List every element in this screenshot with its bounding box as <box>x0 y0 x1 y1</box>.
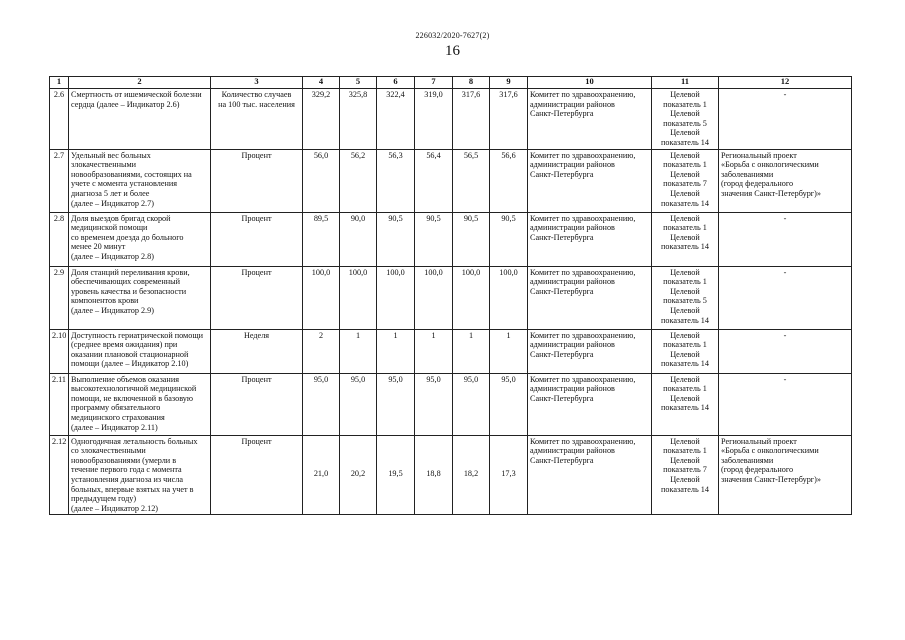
year-value: 95,0 <box>453 373 490 435</box>
responsible-executor <box>528 149 652 212</box>
year-value: 18,8 <box>415 435 453 515</box>
regional-project <box>719 435 852 515</box>
executor-line: Комитет по здравоохранению, <box>530 213 636 223</box>
column-header-10: 10 <box>528 77 652 89</box>
executor-line: Комитет по здравоохранению, <box>530 267 636 277</box>
column-header-11: 11 <box>652 77 719 89</box>
indicator-name-line: Выполнение объемов оказания <box>71 374 179 384</box>
year-value: 95,0 <box>415 373 453 435</box>
indicator-name-line: Удельный вес больных <box>71 150 151 160</box>
column-header-6: 6 <box>377 77 415 89</box>
indicator-name-line: (среднее время ожидания) при <box>71 340 178 350</box>
project-line: (город федерального <box>721 179 794 189</box>
year-value: 329,2 <box>303 89 340 150</box>
executor-line: администрации районов <box>530 384 615 394</box>
column-header-3: 3 <box>211 77 303 89</box>
target-indicators <box>652 212 719 266</box>
unit-line: Процент <box>241 150 272 160</box>
year-value: 1 <box>490 329 528 373</box>
target-line: показатель 14 <box>661 359 709 369</box>
year-value: 19,5 <box>377 435 415 515</box>
indicator-name-line: диагноза 5 лет и более <box>71 188 150 198</box>
responsible-executor <box>528 373 652 435</box>
responsible-executor <box>528 435 652 515</box>
executor-line: Комитет по здравоохранению, <box>530 374 636 384</box>
target-line: показатель 1 <box>663 446 707 456</box>
target-line: Целевой <box>670 349 700 359</box>
year-value: 100,0 <box>490 266 528 329</box>
project-line: Региональный проект <box>721 150 797 160</box>
table-row <box>50 373 852 435</box>
year-value: 100,0 <box>340 266 377 329</box>
year-value: 1 <box>377 329 415 373</box>
year-value: 100,0 <box>415 266 453 329</box>
indicator-name <box>69 266 211 329</box>
year-value: 18,2 <box>453 435 490 515</box>
table-row <box>50 149 852 212</box>
year-value: 56,3 <box>377 149 415 212</box>
indicator-name-line: со временем доезда до больного <box>71 232 184 242</box>
page-number: 16 <box>445 43 460 59</box>
year-value: 322,4 <box>377 89 415 150</box>
table-row <box>50 435 852 515</box>
executor-line: Комитет по здравоохранению, <box>530 330 636 340</box>
executor-line: Санкт-Петербурга <box>530 393 594 403</box>
table-header-row <box>50 77 852 89</box>
target-line: показатель 1 <box>663 223 707 233</box>
target-indicators <box>652 373 719 435</box>
column-header-7: 7 <box>415 77 453 89</box>
target-line: Целевой <box>670 455 700 465</box>
table-row <box>50 266 852 329</box>
unit-line: Процент <box>241 267 272 277</box>
executor-line: Санкт-Петербурга <box>530 232 594 242</box>
target-line: Целевой <box>670 393 700 403</box>
executor-line: администрации районов <box>530 223 615 233</box>
indicator-name-line: Одногодичная летальность больных <box>71 436 198 446</box>
year-value: 100,0 <box>453 266 490 329</box>
target-indicators <box>652 89 719 150</box>
unit-line: на 100 тыс. населения <box>218 99 295 109</box>
indicator-name <box>69 435 211 515</box>
executor-line: Комитет по здравоохранению, <box>530 90 636 99</box>
indicator-name-line: злокачественными <box>71 160 137 170</box>
year-value: 95,0 <box>303 373 340 435</box>
indicator-name <box>69 149 211 212</box>
year-value: 90,0 <box>340 212 377 266</box>
target-line: Целевой <box>670 150 700 160</box>
target-line: Целевой <box>670 436 700 446</box>
indicator-name-line: компонентов крови <box>71 296 139 306</box>
project-line: значения Санкт-Петербург)» <box>721 474 821 484</box>
regional-project <box>719 149 852 212</box>
target-line: показатель 7 <box>663 179 707 189</box>
year-value: 1 <box>453 329 490 373</box>
indicator-name-line: предыдущем году) <box>71 494 137 504</box>
indicator-name-line: обеспечивающих современный <box>71 277 181 287</box>
indicator-name-line: (далее – Индикатор 2.11) <box>71 422 158 432</box>
unit-of-measure <box>211 435 303 515</box>
project-line: (город федерального <box>721 465 794 475</box>
row-number: 2.10 <box>50 329 69 373</box>
unit-of-measure <box>211 149 303 212</box>
regional-project <box>719 266 852 329</box>
executor-line: администрации районов <box>530 99 615 109</box>
table-row <box>50 212 852 266</box>
unit-line: Количество случаев <box>221 90 292 99</box>
indicator-name-line: больных, впервые взятых на учет в <box>71 484 194 494</box>
target-indicators <box>652 149 719 212</box>
indicator-name-line: программу обязательного <box>71 403 161 413</box>
indicator-name-line: высокотехнологичной медицинской <box>71 384 197 394</box>
project-line: заболеваниями <box>721 169 774 179</box>
year-value: 56,5 <box>453 149 490 212</box>
row-number: 2.11 <box>50 373 69 435</box>
executor-line: Комитет по здравоохранению, <box>530 436 636 446</box>
target-line: Целевой <box>670 213 700 223</box>
row-number: 2.9 <box>50 266 69 329</box>
year-value: 21,0 <box>303 435 340 515</box>
year-value: 317,6 <box>490 89 528 150</box>
executor-line: Санкт-Петербурга <box>530 286 594 296</box>
row-number: 2.12 <box>50 435 69 515</box>
target-indicators <box>652 435 719 515</box>
target-line: Целевой <box>670 128 700 138</box>
target-line: показатель 1 <box>663 340 707 350</box>
target-indicators <box>652 266 719 329</box>
indicator-name-line: сердца (далее – Индикатор 2.6) <box>71 99 180 109</box>
responsible-executor <box>528 329 652 373</box>
indicator-name-line: течение первого года с момента <box>71 465 182 475</box>
regional-project <box>719 89 852 150</box>
year-value: 20,2 <box>340 435 377 515</box>
table-row <box>50 329 852 373</box>
target-line: показатель 14 <box>661 315 709 325</box>
executor-line: Санкт-Петербурга <box>530 109 594 119</box>
column-header-2: 2 <box>69 77 211 89</box>
regional-project <box>719 373 852 435</box>
responsible-executor <box>528 212 652 266</box>
target-line: Целевой <box>670 267 700 277</box>
year-value: 56,2 <box>340 149 377 212</box>
target-line: показатель 7 <box>663 465 707 475</box>
unit-of-measure <box>211 89 303 150</box>
indicator-name-line: новообразованиями (умерли в <box>71 455 177 465</box>
target-line: Целевой <box>670 330 700 340</box>
unit-of-measure <box>211 373 303 435</box>
table-row <box>50 89 852 150</box>
project-line: - <box>783 90 787 99</box>
unit-line: Процент <box>241 374 272 384</box>
regional-project <box>719 329 852 373</box>
indicator-name <box>69 329 211 373</box>
document-number: 226032/2020-7627(2) <box>415 31 490 40</box>
target-line: Целевой <box>670 188 700 198</box>
row-number: 2.8 <box>50 212 69 266</box>
column-header-1: 1 <box>50 77 69 89</box>
target-line: показатель 14 <box>661 242 709 252</box>
target-line: показатель 14 <box>661 198 709 208</box>
column-header-4: 4 <box>303 77 340 89</box>
executor-line: администрации районов <box>530 340 615 350</box>
target-line: показатель 5 <box>663 296 707 306</box>
indicator-name <box>69 212 211 266</box>
target-line: Целевой <box>670 286 700 296</box>
year-value: 1 <box>415 329 453 373</box>
target-line: показатель 14 <box>661 484 709 494</box>
unit-line: Неделя <box>243 330 270 340</box>
target-line: показатель 14 <box>661 403 709 413</box>
executor-line: администрации районов <box>530 277 615 287</box>
column-header-9: 9 <box>490 77 528 89</box>
column-header-5: 5 <box>340 77 377 89</box>
target-line: показатель 5 <box>663 118 707 128</box>
year-value: 95,0 <box>490 373 528 435</box>
indicator-name-line: Смертность от ишемической болезни <box>71 90 202 99</box>
indicator-name-line: помощи, не включенной в базовую <box>71 393 193 403</box>
indicator-name-line: Доля выездов бригад скорой <box>71 213 171 223</box>
executor-line: Санкт-Петербурга <box>530 169 594 179</box>
indicator-name-line: (далее – Индикатор 2.7) <box>71 198 154 208</box>
indicator-name-line: оказании плановой стационарной <box>71 349 189 359</box>
project-line: - <box>783 213 787 223</box>
target-line: показатель 1 <box>663 384 707 394</box>
year-value: 17,3 <box>490 435 528 515</box>
year-value: 1 <box>340 329 377 373</box>
year-value: 95,0 <box>377 373 415 435</box>
row-number: 2.6 <box>50 89 69 150</box>
target-indicators <box>652 329 719 373</box>
indicator-name-line: установления диагноза из числа <box>71 474 184 484</box>
year-value: 90,5 <box>490 212 528 266</box>
target-line: показатель 14 <box>661 137 709 147</box>
project-line: «Борьба с онкологическими <box>721 446 819 456</box>
year-value: 56,4 <box>415 149 453 212</box>
indicator-name-line: менее 20 минут <box>71 242 126 252</box>
year-value: 100,0 <box>303 266 340 329</box>
row-number: 2.7 <box>50 149 69 212</box>
column-header-8: 8 <box>453 77 490 89</box>
target-line: Целевой <box>670 305 700 315</box>
executor-line: Комитет по здравоохранению, <box>530 150 636 160</box>
target-line: Целевой <box>670 374 700 384</box>
year-value: 319,0 <box>415 89 453 150</box>
indicator-name-line: Доступность гериатрической помощи <box>71 330 204 340</box>
indicator-name-line: (далее – Индикатор 2.9) <box>71 305 154 315</box>
indicator-name-line: со злокачественными <box>71 446 146 456</box>
executor-line: Санкт-Петербурга <box>530 349 594 359</box>
regional-project <box>719 212 852 266</box>
indicator-name-line: (далее – Индикатор 2.8) <box>71 251 154 261</box>
indicator-name-line: уровень качества и безопасности <box>71 286 187 296</box>
indicator-name-line: новообразованиями, состоящих на <box>71 169 192 179</box>
year-value: 90,5 <box>453 212 490 266</box>
unit-of-measure <box>211 329 303 373</box>
indicator-name <box>69 373 211 435</box>
indicator-name-line: Доля станций переливания крови, <box>71 267 190 277</box>
target-line: показатель 1 <box>663 99 707 109</box>
year-value: 95,0 <box>340 373 377 435</box>
executor-line: администрации районов <box>530 446 615 456</box>
target-line: Целевой <box>670 109 700 119</box>
project-line: «Борьба с онкологическими <box>721 160 819 170</box>
executor-line: Санкт-Петербурга <box>530 455 594 465</box>
indicator-name-line: медицинской помощи <box>71 223 148 233</box>
year-value: 90,5 <box>377 212 415 266</box>
unit-line: Процент <box>241 213 272 223</box>
target-line: Целевой <box>670 474 700 484</box>
project-line: заболеваниями <box>721 455 774 465</box>
unit-line: Процент <box>241 436 272 446</box>
year-value: 2 <box>303 329 340 373</box>
unit-of-measure <box>211 266 303 329</box>
project-line: - <box>783 330 787 340</box>
indicator-name-line: медицинского страхования <box>71 412 165 422</box>
year-value: 89,5 <box>303 212 340 266</box>
indicator-name-line: учете с момента установления <box>71 179 177 189</box>
year-value: 56,6 <box>490 149 528 212</box>
executor-line: администрации районов <box>530 160 615 170</box>
target-line: Целевой <box>670 232 700 242</box>
unit-of-measure <box>211 212 303 266</box>
responsible-executor <box>528 89 652 150</box>
year-value: 325,8 <box>340 89 377 150</box>
indicators-table <box>49 76 852 515</box>
year-value: 317,6 <box>453 89 490 150</box>
indicator-name-line: помощи (далее – Индикатор 2.10) <box>71 359 189 369</box>
project-line: - <box>783 374 787 384</box>
year-value: 56,0 <box>303 149 340 212</box>
target-line: Целевой <box>670 169 700 179</box>
year-value: 90,5 <box>415 212 453 266</box>
indicator-name <box>69 89 211 150</box>
year-value: 100,0 <box>377 266 415 329</box>
project-line: значения Санкт-Петербург)» <box>721 188 821 198</box>
project-line: - <box>783 267 787 277</box>
target-line: показатель 1 <box>663 160 707 170</box>
project-line: Региональный проект <box>721 436 797 446</box>
column-header-12: 12 <box>719 77 852 89</box>
indicator-name-line: (далее – Индикатор 2.12) <box>71 503 159 513</box>
target-line: показатель 1 <box>663 277 707 287</box>
target-line: Целевой <box>670 90 700 99</box>
responsible-executor <box>528 266 652 329</box>
